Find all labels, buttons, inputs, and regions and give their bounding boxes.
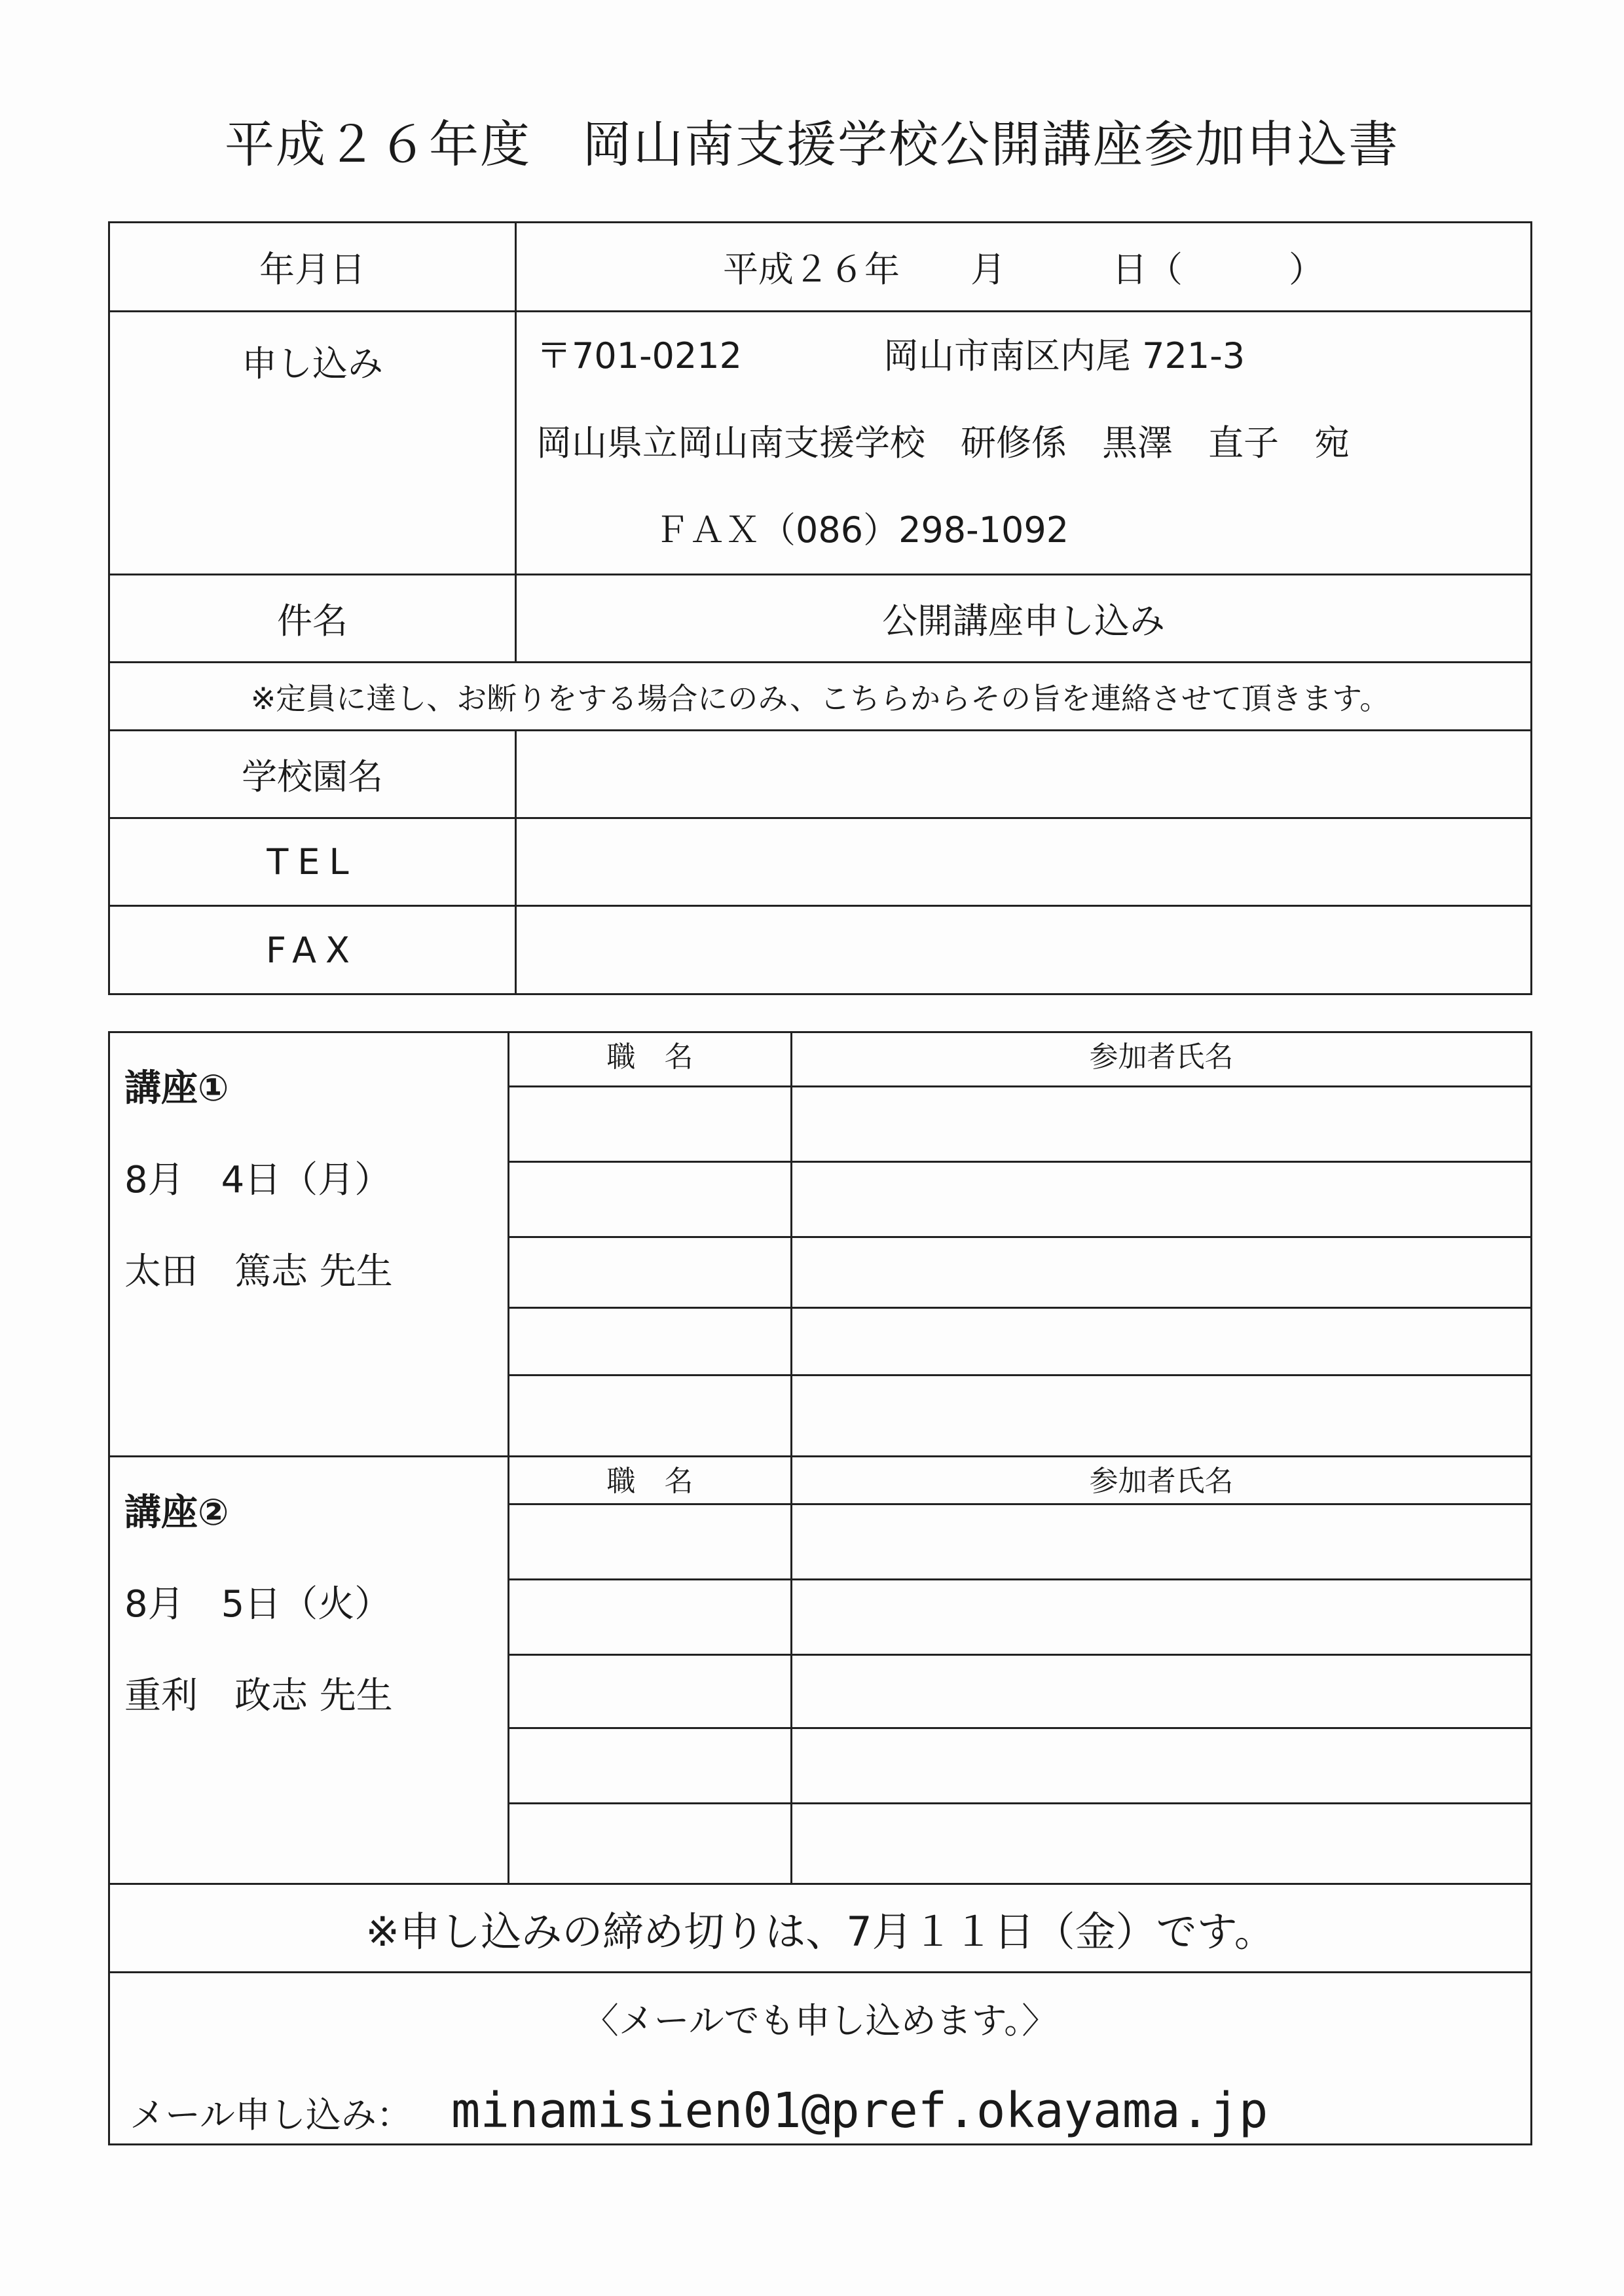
course-2-job-field[interactable] (509, 1580, 792, 1655)
course-2-lecturer: 重利 政志 先生 (124, 1675, 393, 1717)
course-registration-table (108, 1031, 1532, 2145)
course-1-name-field[interactable] (792, 1237, 1532, 1308)
course-2-job-field[interactable] (509, 1504, 792, 1580)
course-1-name-field[interactable] (792, 1376, 1532, 1457)
mail-section (109, 1973, 1532, 2145)
apply-label: 申し込み (109, 312, 516, 575)
tel-label: TEL (109, 818, 516, 906)
date-field[interactable]: 平成２６年 月 日（ ） (516, 223, 1532, 312)
course-1-job-field[interactable] (509, 1087, 792, 1162)
application-info-table (108, 221, 1532, 995)
apply-fax: ＦＡＸ（086）298-1092 (654, 509, 1069, 551)
date-label: 年月日 (109, 223, 516, 312)
course-2-date: 8月 5日（火） (124, 1583, 392, 1626)
deadline-notice: ※申し込みの締め切りは、7月１１日（金）です。 (109, 1884, 1532, 1973)
course-2-job-field[interactable] (509, 1728, 792, 1804)
subject-value: 公開講座申し込み (516, 575, 1532, 663)
fax-label: FAX (109, 906, 516, 994)
course-2-job-field[interactable] (509, 1655, 792, 1728)
mail-label: メール申し込み： (130, 2094, 412, 2136)
apply-recipient: 岡山県立岡山南支援学校 研修係 黒澤 直子 宛 (536, 422, 1350, 464)
course-1-job-header: 職 名 (509, 1032, 792, 1087)
apply-postal-address: 〒701-0212 岡山市南区内尾 721-3 (536, 335, 1246, 376)
school-name-field[interactable] (516, 731, 1532, 818)
course-1-title: 講座① (124, 1067, 229, 1110)
course-1-name-field[interactable] (792, 1087, 1532, 1162)
fax-field[interactable] (516, 906, 1532, 994)
course-2-info (109, 1457, 509, 1884)
course-1-lecturer: 太田 篤志 先生 (124, 1250, 393, 1293)
mail-note: 〈メールでも申し込めます。〉 (583, 2000, 1058, 2041)
course-2-name-field[interactable] (792, 1804, 1532, 1884)
course-1-job-field[interactable] (509, 1237, 792, 1308)
course-1-job-field[interactable] (509, 1376, 792, 1457)
course-2-name-field[interactable] (792, 1655, 1532, 1728)
mail-address-link[interactable]: minamisien01@pref.okayama.jp (451, 2083, 1268, 2139)
course-2-name-field[interactable] (792, 1504, 1532, 1580)
school-name-label: 学校園名 (109, 731, 516, 818)
course-1-date: 8月 4日（月） (124, 1159, 392, 1201)
course-2-job-header: 職 名 (509, 1457, 792, 1504)
course-2-title: 講座② (124, 1491, 229, 1534)
course-1-info (109, 1032, 509, 1457)
course-2-name-field[interactable] (792, 1580, 1532, 1655)
subject-label: 件名 (109, 575, 516, 663)
course-1-job-field[interactable] (509, 1308, 792, 1376)
course-1-name-header: 参加者氏名 (792, 1032, 1532, 1087)
apply-address-cell (516, 312, 1532, 575)
tel-field[interactable] (516, 818, 1532, 906)
notice-text: ※定員に達し、お断りをする場合にのみ、こちらからその旨を連絡させて頂きます。 (109, 663, 1532, 731)
course-2-job-field[interactable] (509, 1804, 792, 1884)
course-2-name-header: 参加者氏名 (792, 1457, 1532, 1504)
course-1-name-field[interactable] (792, 1162, 1532, 1237)
page-title: 平成２６年度 岡山南支援学校公開講座参加申込書 (225, 115, 1399, 173)
course-1-job-field[interactable] (509, 1162, 792, 1237)
course-2-name-field[interactable] (792, 1728, 1532, 1804)
course-1-name-field[interactable] (792, 1308, 1532, 1376)
